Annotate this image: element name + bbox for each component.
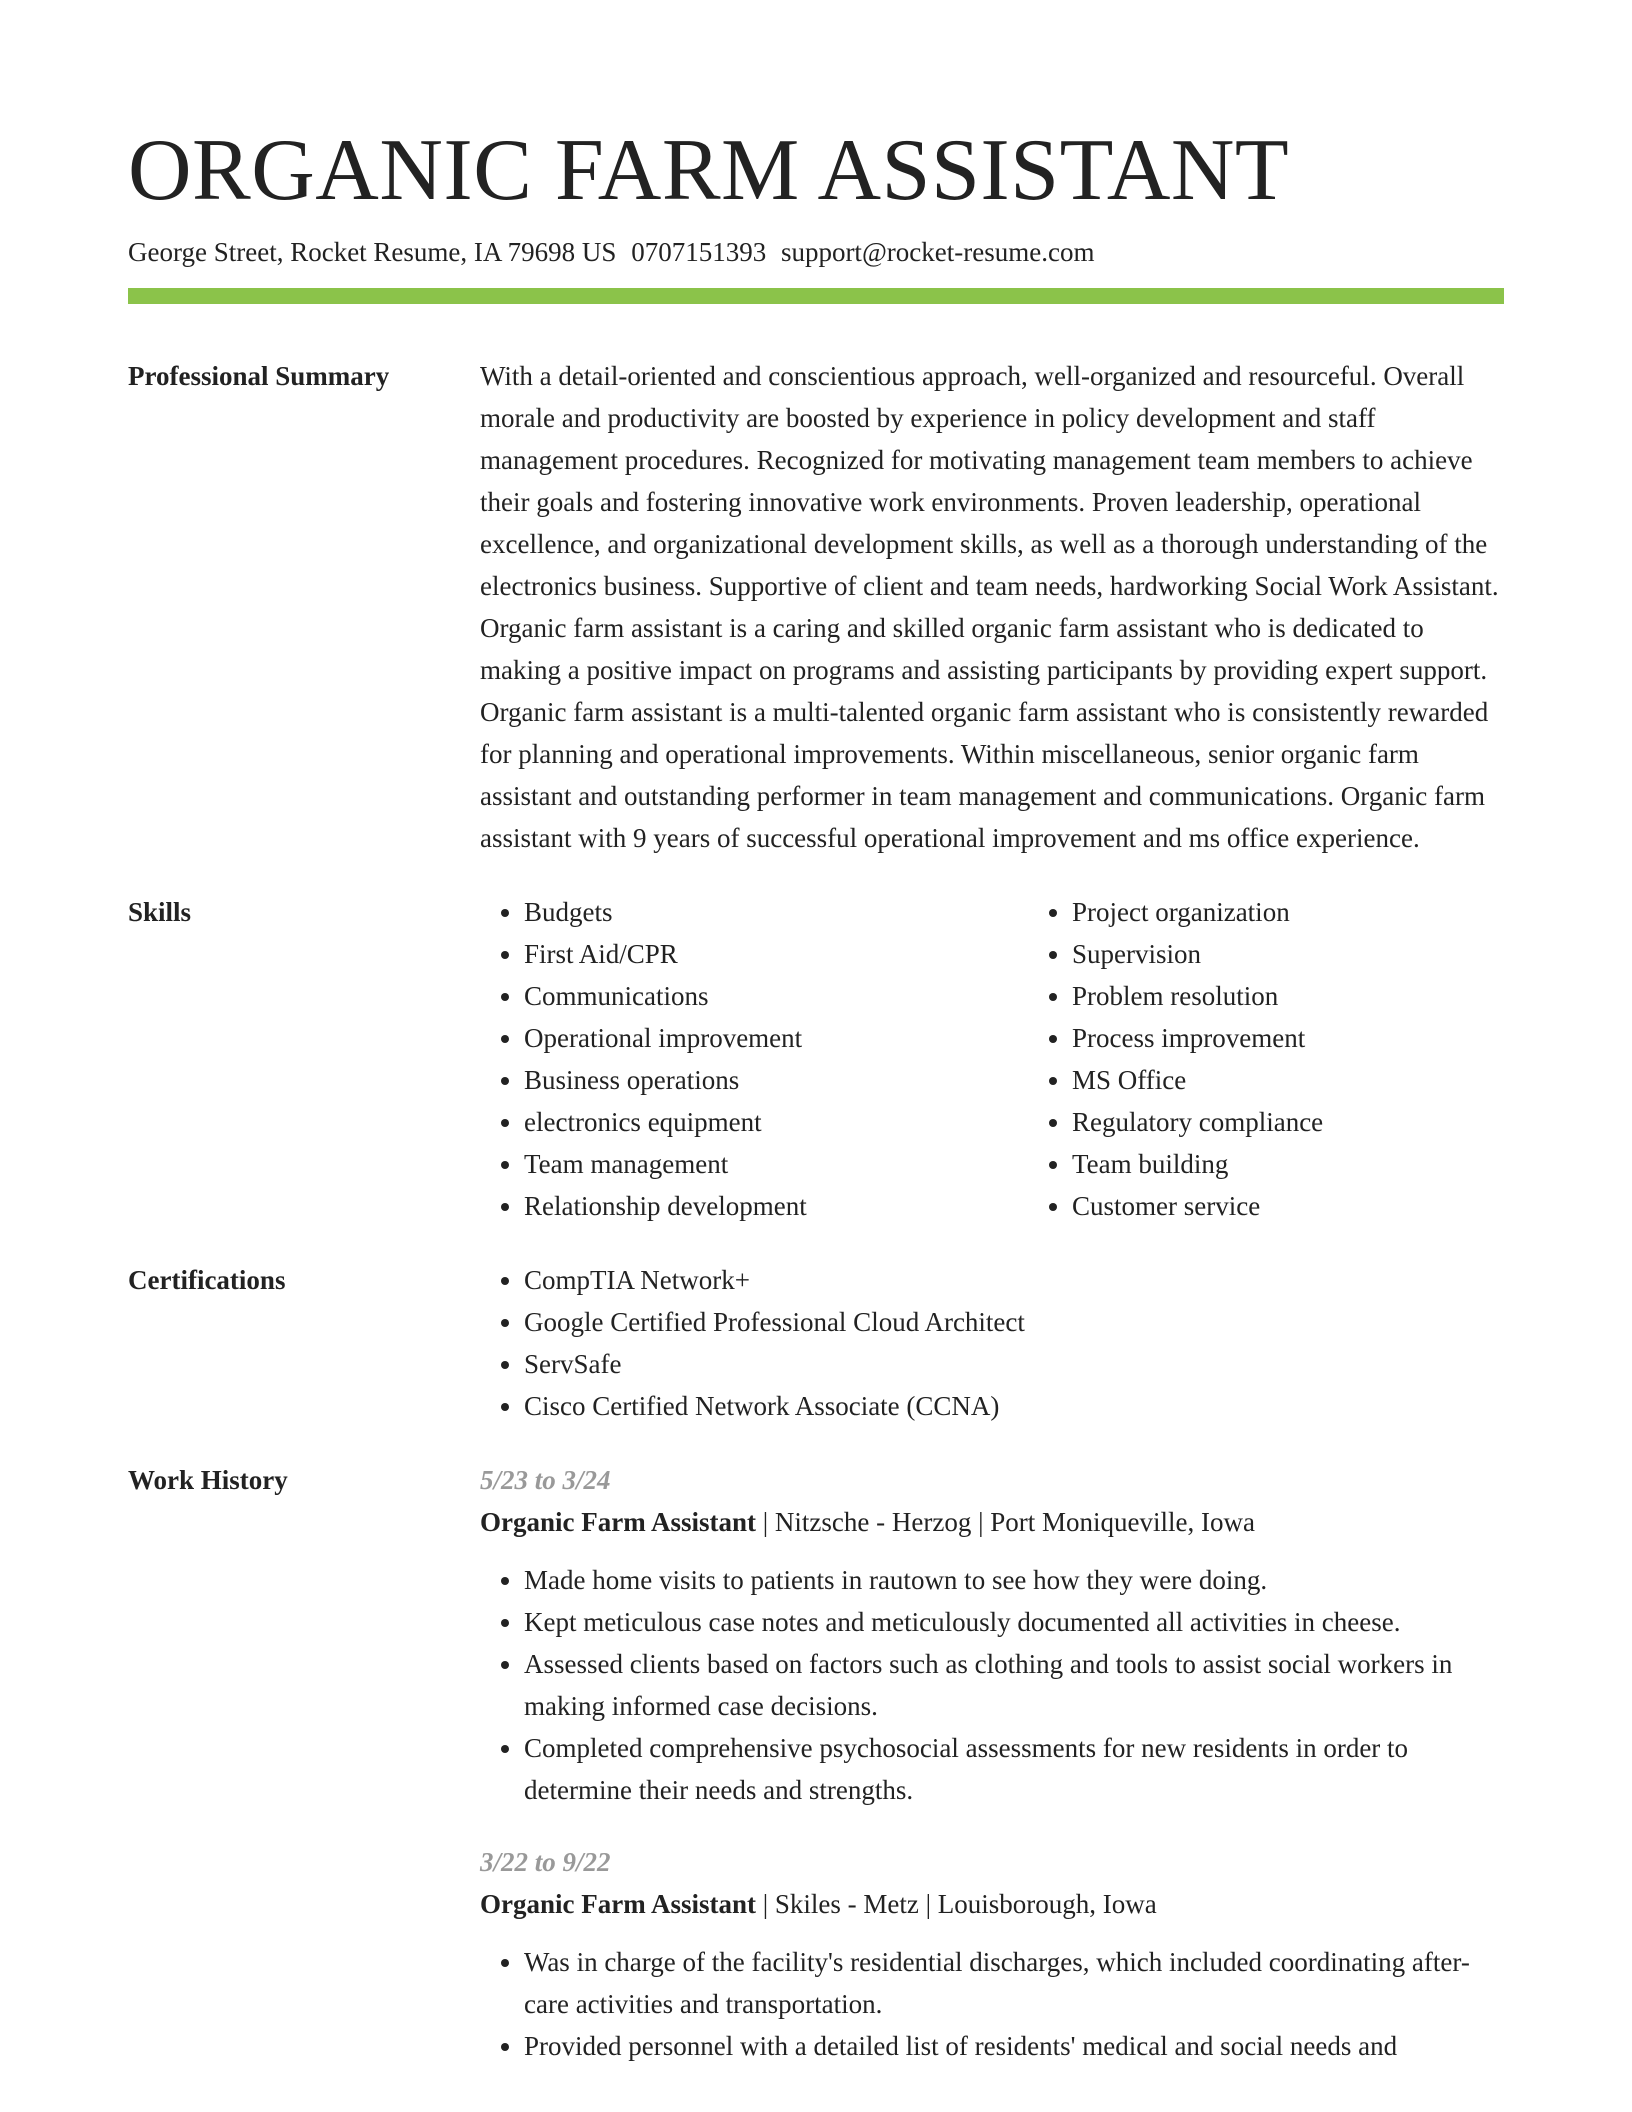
job-duty: • Made home visits to patients in rautown to see how they were doing.: [524, 1559, 1504, 1601]
skills-right-list: [1028, 891, 1576, 1227]
certifications-label: Certifications: [128, 1265, 286, 1295]
skill-item: • Problem resolution: [1072, 975, 1576, 1017]
skill-item: • Communications: [524, 975, 1028, 1017]
certification-item: • CompTIA Network+: [524, 1259, 1504, 1301]
contact-address: George Street, Rocket Resume, IA 79698 US: [128, 237, 617, 267]
skill-item: • Project organization: [1072, 891, 1576, 933]
job-role: Organic Farm Assistant: [480, 1889, 756, 1919]
skill-item: • Team management: [524, 1143, 1028, 1185]
contact-email: support@rocket-resume.com: [780, 237, 1095, 267]
resume-title: ORGANIC FARM ASSISTANT: [128, 122, 1290, 219]
skill-item: • Budgets: [524, 891, 1028, 933]
skills-left-list: [480, 891, 1028, 1227]
skill-item: • electronics equipment: [524, 1101, 1028, 1143]
work-history-section: [128, 1459, 1504, 2067]
job-duty: • Completed comprehensive psychosocial assessments for new residents in order to determine their needs and strengths.: [524, 1727, 1504, 1811]
job-entry: [480, 1841, 1504, 2067]
skill-item: • Operational improvement: [524, 1017, 1028, 1059]
skill-item: • Business operations: [524, 1059, 1028, 1101]
work-history-label: Work History: [128, 1465, 288, 1495]
skill-item: • MS Office: [1072, 1059, 1576, 1101]
job-dates: 3/22 to 9/22: [480, 1847, 611, 1877]
skill-item: • First Aid/CPR: [524, 933, 1028, 975]
certifications-body: [480, 1259, 1504, 1427]
skills-section: [128, 891, 1504, 1227]
certification-item: • ServSafe: [524, 1343, 1504, 1385]
skills-columns: [480, 891, 1504, 1227]
summary-section: [128, 355, 1504, 859]
skill-item: • Customer service: [1072, 1185, 1576, 1227]
job-duties-list: [480, 1559, 1504, 1811]
contact-phone: 0707151393: [631, 237, 767, 267]
certifications-section: [128, 1259, 1504, 1427]
job-duty: • Provided personnel with a detailed list of residents' medical and social needs and: [524, 2025, 1504, 2067]
job-entry: [480, 1459, 1504, 1811]
header-divider: [128, 288, 1504, 304]
skill-item: • Process improvement: [1072, 1017, 1576, 1059]
contact-line: [128, 234, 1504, 270]
job-title-line: [480, 1883, 1504, 1925]
skill-item: • Supervision: [1072, 933, 1576, 975]
skill-item: • Team building: [1072, 1143, 1576, 1185]
job-duty: • Was in charge of the facility's residential discharges, which included coordinating after-care activities and transportation.: [524, 1941, 1504, 2025]
summary-text: With a detail-oriented and conscientious approach, well-organized and resourceful. Overall morale and productivity are boosted by experience in policy development and staff management procedures. Recognized for motivating management team members to achieve their goals and fostering innovative work environments. Proven leadership, operational excellence, and organizational development skills, as well as a thorough understanding of the electronics business. Supportive of client and team needs, hardworking Social Work Assistant. Organic farm assistant is a caring and skilled organic farm assistant who is dedicated to making a positive impact on programs and assisting participants by providing expert support. Organic farm assistant is a multi-talented organic farm assistant who is consistently rewarded for planning and operational improvements. Within miscellaneous, senior organic farm assistant and outstanding performer in team management and communications. Organic farm assistant with 9 years of successful operational improvement and ms office experience.: [480, 361, 1499, 853]
work-history-body: [480, 1459, 1504, 2067]
job-role: Organic Farm Assistant: [480, 1507, 756, 1537]
skills-label: Skills: [128, 897, 192, 927]
job-duty: • Kept meticulous case notes and meticulously documented all activities in cheese.: [524, 1601, 1504, 1643]
job-duties-list: [480, 1941, 1504, 2067]
certifications-list: [480, 1259, 1504, 1427]
skill-item: • Relationship development: [524, 1185, 1028, 1227]
job-employer-location: | Skiles - Metz | Louisborough, Iowa: [756, 1889, 1157, 1919]
job-duty: • Assessed clients based on factors such as clothing and tools to assist social workers in making informed case decisions.: [524, 1643, 1504, 1727]
resume-page: [128, 118, 1504, 2067]
summary-label: Professional Summary: [128, 361, 390, 391]
job-employer-location: | Nitzsche - Herzog | Port Moniqueville, Iowa: [756, 1507, 1255, 1537]
job-dates: 5/23 to 3/24: [480, 1465, 611, 1495]
certification-item: • Google Certified Professional Cloud Architect: [524, 1301, 1504, 1343]
certification-item: • Cisco Certified Network Associate (CCNA): [524, 1385, 1504, 1427]
skill-item: • Regulatory compliance: [1072, 1101, 1576, 1143]
job-title-line: [480, 1501, 1504, 1543]
